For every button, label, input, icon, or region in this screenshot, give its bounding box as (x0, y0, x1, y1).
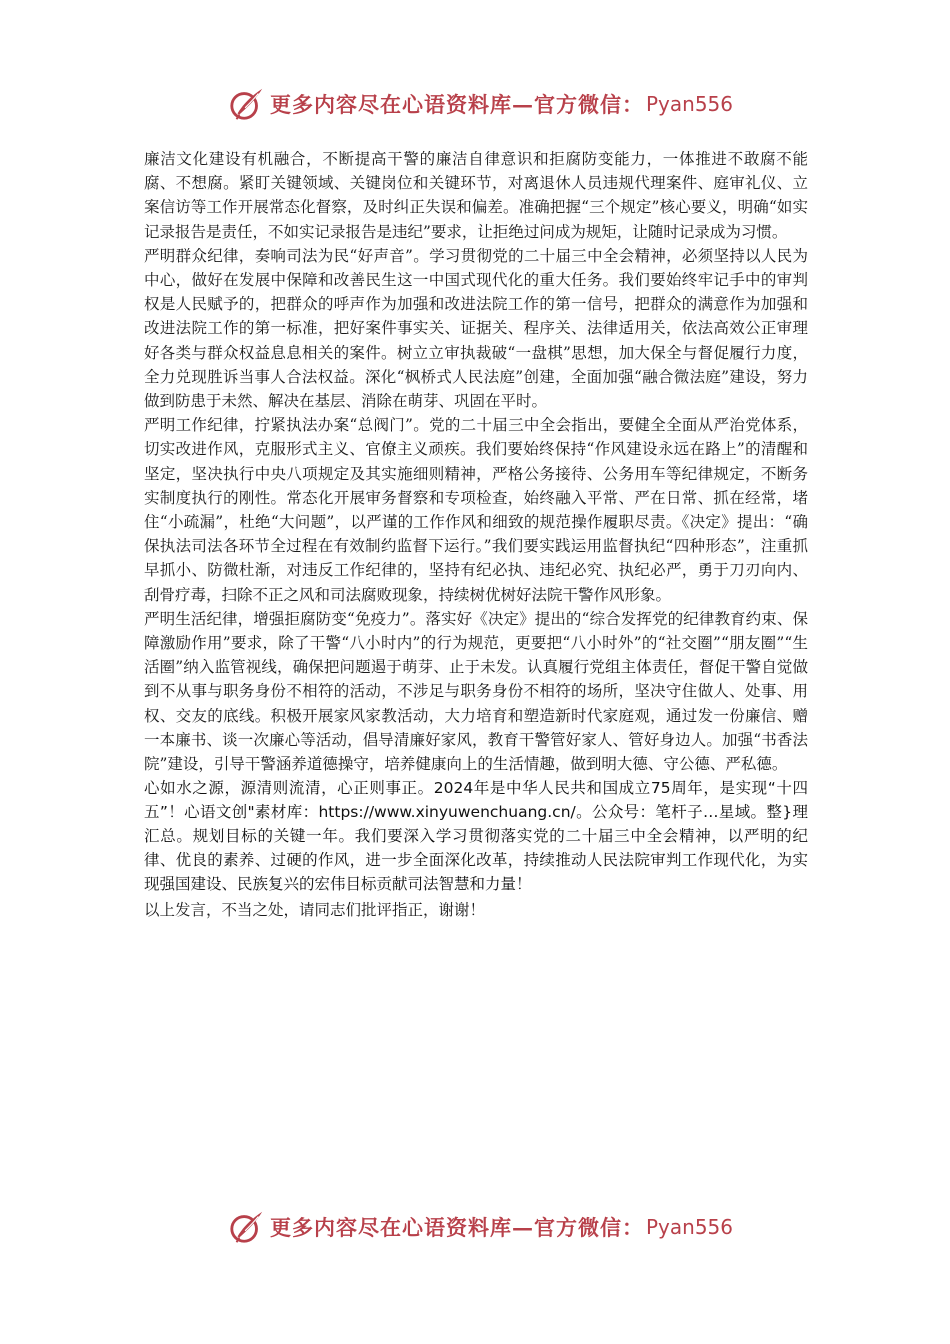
quill-pen-logo-icon (228, 1208, 266, 1246)
banner-text: 更多内容尽在心语资料库—官方微信： (270, 1215, 644, 1240)
paragraph-work-discipline: 严明工作纪律，拧紧执法办案“总阀门”。党的二十届三中全会指出，要健全全面从严治党体系，切实改进作风，克服形式主义、官僚主义顽疾。我们要始终保持“作风建设永远在路上”的清醒和坚定，坚决执行中央八项规定及其实施细则精神，严格公务接待、公务用车等纪律规定，不断务实制度执行的刚性。常态化开展审务督察和专项检查，始终融入平常、严在日常、抓在经常，堵住“小疏漏”，杜绝“大问题”，以严谨的工作作风和细致的规范操作履职尽责。《决定》提出：“确保执法司法各环节全过程在有效制约监督下运行。”我们要实践运用监督执纪“四种形态”，注重抓早抓小、防微杜渐，对违反工作纪律的，坚持有纪必执、违纪必究、执纪必严，勇于刀刃向内、刮骨疗毒，扫除不正之风和司法腐败现象，持续树优树好法院干警作风形象。 (144, 416, 808, 604)
footer-banner (228, 1207, 733, 1247)
paragraph-conclusion: 心如水之源，源清则流清，心正则事正。2024年是中华人民共和国成立75周年，是实现“十四五”！心语文创"素材库：https://www.xinyuwenchuang.cn/。公众号：笔杆子…星域。整}理汇总。规划目标的关键一年。我们要深入学习贯彻落实党的二十届三中全会精神，以严明的纪律、优良的素养、过硬的作风，进一步全面深化改革，持续推动人民法院审判工作现代化，为实现强国建设、民族复兴的宏伟目标贡献司法智慧和力量！ (144, 779, 808, 894)
banner-wechat-id: Pyan556 (646, 92, 734, 116)
paragraph-anti-corruption: 廉洁文化建设有机融合，不断提高干警的廉洁自律意识和拒腐防变能力，一体推进不敢腐不能腐、不想腐。紧盯关键领域、关键岗位和关键环节，对离退休人员违规代理案件、庭审礼仪、立案信访等工作开展常态化督察，及时纠正失误和偏差。准确把握“三个规定”核心要义，明确“如实记录报告是责任，不如实记录报告是违纪”要求，让拒绝过问成为规矩，让随时记录成为习惯。 (144, 150, 808, 241)
banner-wechat-id: Pyan556 (646, 1215, 734, 1239)
paragraph-mass-discipline: 严明群众纪律，奏响司法为民“好声音”。学习贯彻党的二十届三中全会精神，必须坚持以人民为中心，做好在发展中保障和改善民生这一中国式现代化的重大任务。我们要始终牢记手中的审判权是人民赋予的，把群众的呼声作为加强和改进法院工作的第一信号，把群众的满意作为加强和改进法院工作的第一标准，把好案件事实关、证据关、程序关、法律适用关，依法高效公正审理好各类与群众权益息息相关的案件。树立立审执裁破“一盘棋”思想，加大保全与督促履行力度，全力兑现胜诉当事人合法权益。深化“枫桥式人民法庭”创建，全面加强“融合微法庭”建设，努力做到防患于未然、解决在基层、消除在萌芽、巩固在平时。 (144, 246, 808, 411)
quill-pen-logo-icon (228, 85, 266, 123)
banner-text: 更多内容尽在心语资料库—官方微信： (270, 92, 644, 117)
document-body (144, 147, 808, 922)
header-banner (228, 84, 733, 124)
paragraph-closing: 以上发言，不当之处，请同志们批评指正，谢谢！ (144, 901, 486, 920)
paragraph-life-discipline: 严明生活纪律，增强拒腐防变“免疫力”。落实好《决定》提出的“综合发挥党的纪律教育约束、保障激励作用”要求，除了干警“八小时内”的行为规范，更要把“八小时外”的“社交圈”“朋友圈”“生活圈”纳入监管视线，确保把问题遏于萌芽、止于未发。认真履行党组主体责任，督促干警自觉做到不从事与职务身份不相符的活动，不涉足与职务身份不相符的场所，坚决守住做人、处事、用权、交友的底线。积极开展家风家教活动，大力培育和塑造新时代家庭观，通过发一份廉信、赠一本廉书、谈一次廉心等活动，倡导清廉好家风，教育干警管好家人、管好身边人。加强“书香法院”建设，引导干警涵养道德操守，培养健康向上的生活情趣，做到明大德、守公德、严私德。 (144, 609, 808, 774)
